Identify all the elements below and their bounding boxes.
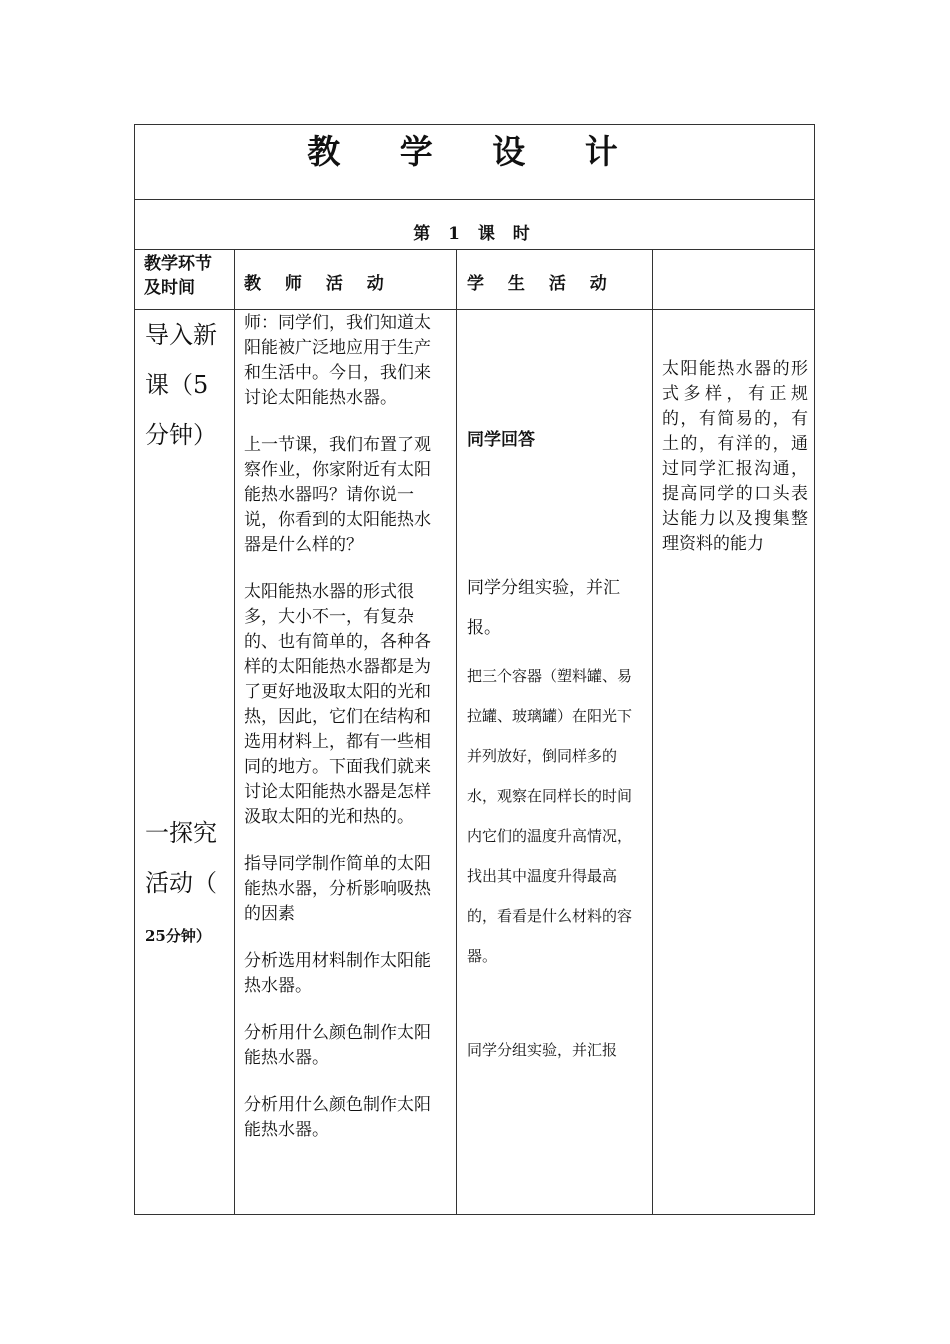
lesson-number: 第 1 课 时 <box>413 224 536 244</box>
header-teacher: 教 师 活 动 <box>244 274 393 294</box>
column-divider <box>652 249 653 1215</box>
column-divider <box>456 249 457 1215</box>
stage-explore-duration: 25分钟） <box>145 927 211 945</box>
row-divider <box>134 249 815 250</box>
student-group-report <box>467 568 639 648</box>
student-group-report-text: 同学分组实验，并汇报。 <box>467 578 620 638</box>
row-divider <box>134 199 815 200</box>
stage-explore-label: 一探究活动（ <box>145 819 217 897</box>
teacher-paragraph: 指导同学制作简单的太阳能热水器，分析影响吸热的因素 <box>244 854 431 924</box>
student-group-report-2-text: 同学分组实验，并汇报 <box>467 1041 618 1059</box>
student-procedure-text: 把三个容器（塑料罐、易拉罐、玻璃罐）在阳光下并列放好，倒同样多的水，观察在同样长的时间内它们的温度升高情况，找出其中温度升得最高的，看看是什么材料的容器。 <box>467 667 633 965</box>
student-group-report-2 <box>467 1030 639 1070</box>
teacher-paragraph: 上一节课，我们布置了观察作业，你家附近有太阳能热水器吗？请你说一说，你看到的太阳能热水器是什么样的？ <box>244 435 431 555</box>
teacher-paragraph: 分析选用材料制作太阳能热水器。 <box>244 951 431 996</box>
column-divider <box>234 249 235 1215</box>
header-student: 学 生 活 动 <box>467 274 616 294</box>
teacher-activities <box>244 311 440 1165</box>
student-procedure <box>467 656 639 976</box>
header-stage <box>144 252 228 300</box>
teacher-paragraph: 太阳能热水器的形式很多，大小不一，有复杂的、也有简单的，各种各样的太阳能热水器都是为了更好地汲取太阳的光和热，因此，它们在结构和选用材料上，都有一些相同的地方。下面我们就来讨论太阳能热水器是怎样汲取太阳的光和热的。 <box>244 582 431 827</box>
teacher-paragraph: 师：同学们，我们知道太阳能被广泛地应用于生产和生活中。今日，我们来讨论太阳能热水器。 <box>244 313 431 408</box>
design-note: 太阳能热水器的形式多样，有正规的，有简易的，有土的，有洋的，通过同学汇报沟通，提高同学的口头表达能力以及搜集整理资料的能力 <box>662 359 808 554</box>
student-activities <box>467 428 639 452</box>
document-title: 教 学 设 计 <box>307 132 642 171</box>
row-divider <box>134 309 815 310</box>
header-stage-text: 教学环节及时间 <box>144 254 212 298</box>
stage-explore <box>145 808 229 961</box>
student-answer: 同学回答 <box>467 430 535 450</box>
teacher-paragraph: 分析用什么颜色制作太阳能热水器。 <box>244 1095 431 1140</box>
stage-intro: 导入新课（5分钟） <box>145 321 217 449</box>
teacher-paragraph: 分析用什么颜色制作太阳能热水器。 <box>244 1023 431 1068</box>
